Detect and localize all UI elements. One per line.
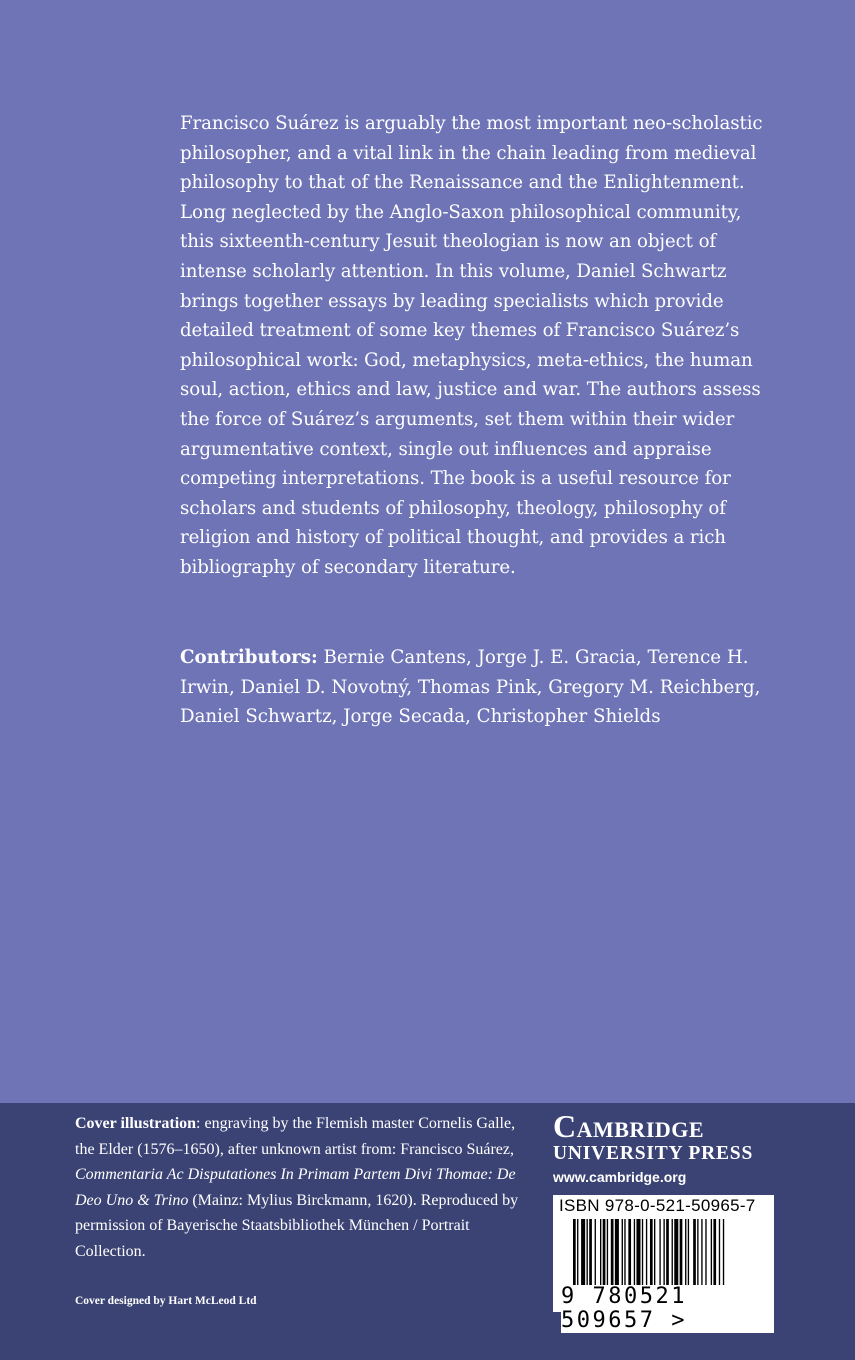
barcode-digits: 9 780521 509657 > (561, 1285, 774, 1333)
publisher-subtitle: UNIVERSITY PRESS (553, 1143, 754, 1164)
cover-illustration-text-a: : engraving by the Flemish master Cornelis Galle, the Elder (1576–1650), after unknown artist from: Francisco Suárez, (75, 1115, 516, 1158)
cover-illustration-credit (75, 1111, 520, 1264)
cover-designer-credit: Cover designed by Hart McLeod Ltd (75, 1295, 257, 1307)
contributors (180, 643, 780, 732)
cover-illustration-label: Cover illustration (75, 1115, 197, 1132)
contributors-label: Contributors: (180, 647, 318, 668)
publisher-logo (553, 1109, 783, 1188)
publisher-url: www.cambridge.org (553, 1169, 687, 1185)
cover-illustration-title: Commentaria Ac Disputationes In Primam Partem Divi Thomae: De Deo Uno & Trino (75, 1166, 516, 1209)
barcode-icon (557, 1217, 770, 1291)
blurb-text: Francisco Suárez is arguably the most important neo-scholastic philosopher, and a vital link in the chain leading from medieval philosophy to that of the Renaissance and the Enlightenment. Long neglected by the Anglo-Saxon philosophical community, this sixteenth-century Jesuit theologian is now an object of intense scholarly attention. In this volume, Daniel Schwartz brings together essays by leading specialists which provide detailed treatment of some key themes of Francisco Suárez’s philosophical work: God, metaphysics, meta-ethics, the human soul, action, ethics and law, justice and war. The authors assess the force of Suárez’s arguments, set them within their wider argumentative context, single out influences and appraise competing interpretations. The book is a useful resource for scholars and students of philosophy, theology, philosophy of religion and history of political thought, and provides a rich bibliography of secondary literature. (180, 113, 763, 578)
isbn-label: ISBN 978-0-521-50965-7 (559, 1196, 756, 1215)
contributors-names: Bernie Cantens, Jorge J. E. Gracia, Terence H. Irwin, Daniel D. Novotný, Thomas Pink, Gregory M. Reichberg, Daniel Schwartz, Jorge Secada, Christopher Shields (180, 647, 761, 728)
footer-band (0, 1103, 855, 1360)
barcode-box (553, 1195, 774, 1333)
blurb (180, 109, 780, 583)
cover-illustration-text-b: (Mainz: Mylius Birckmann, 1620). Reproduced by permission of Bayerische Staatsbibliothek München / Portrait Collection. (75, 1191, 519, 1260)
publisher-name: Cambridge (553, 1108, 705, 1144)
